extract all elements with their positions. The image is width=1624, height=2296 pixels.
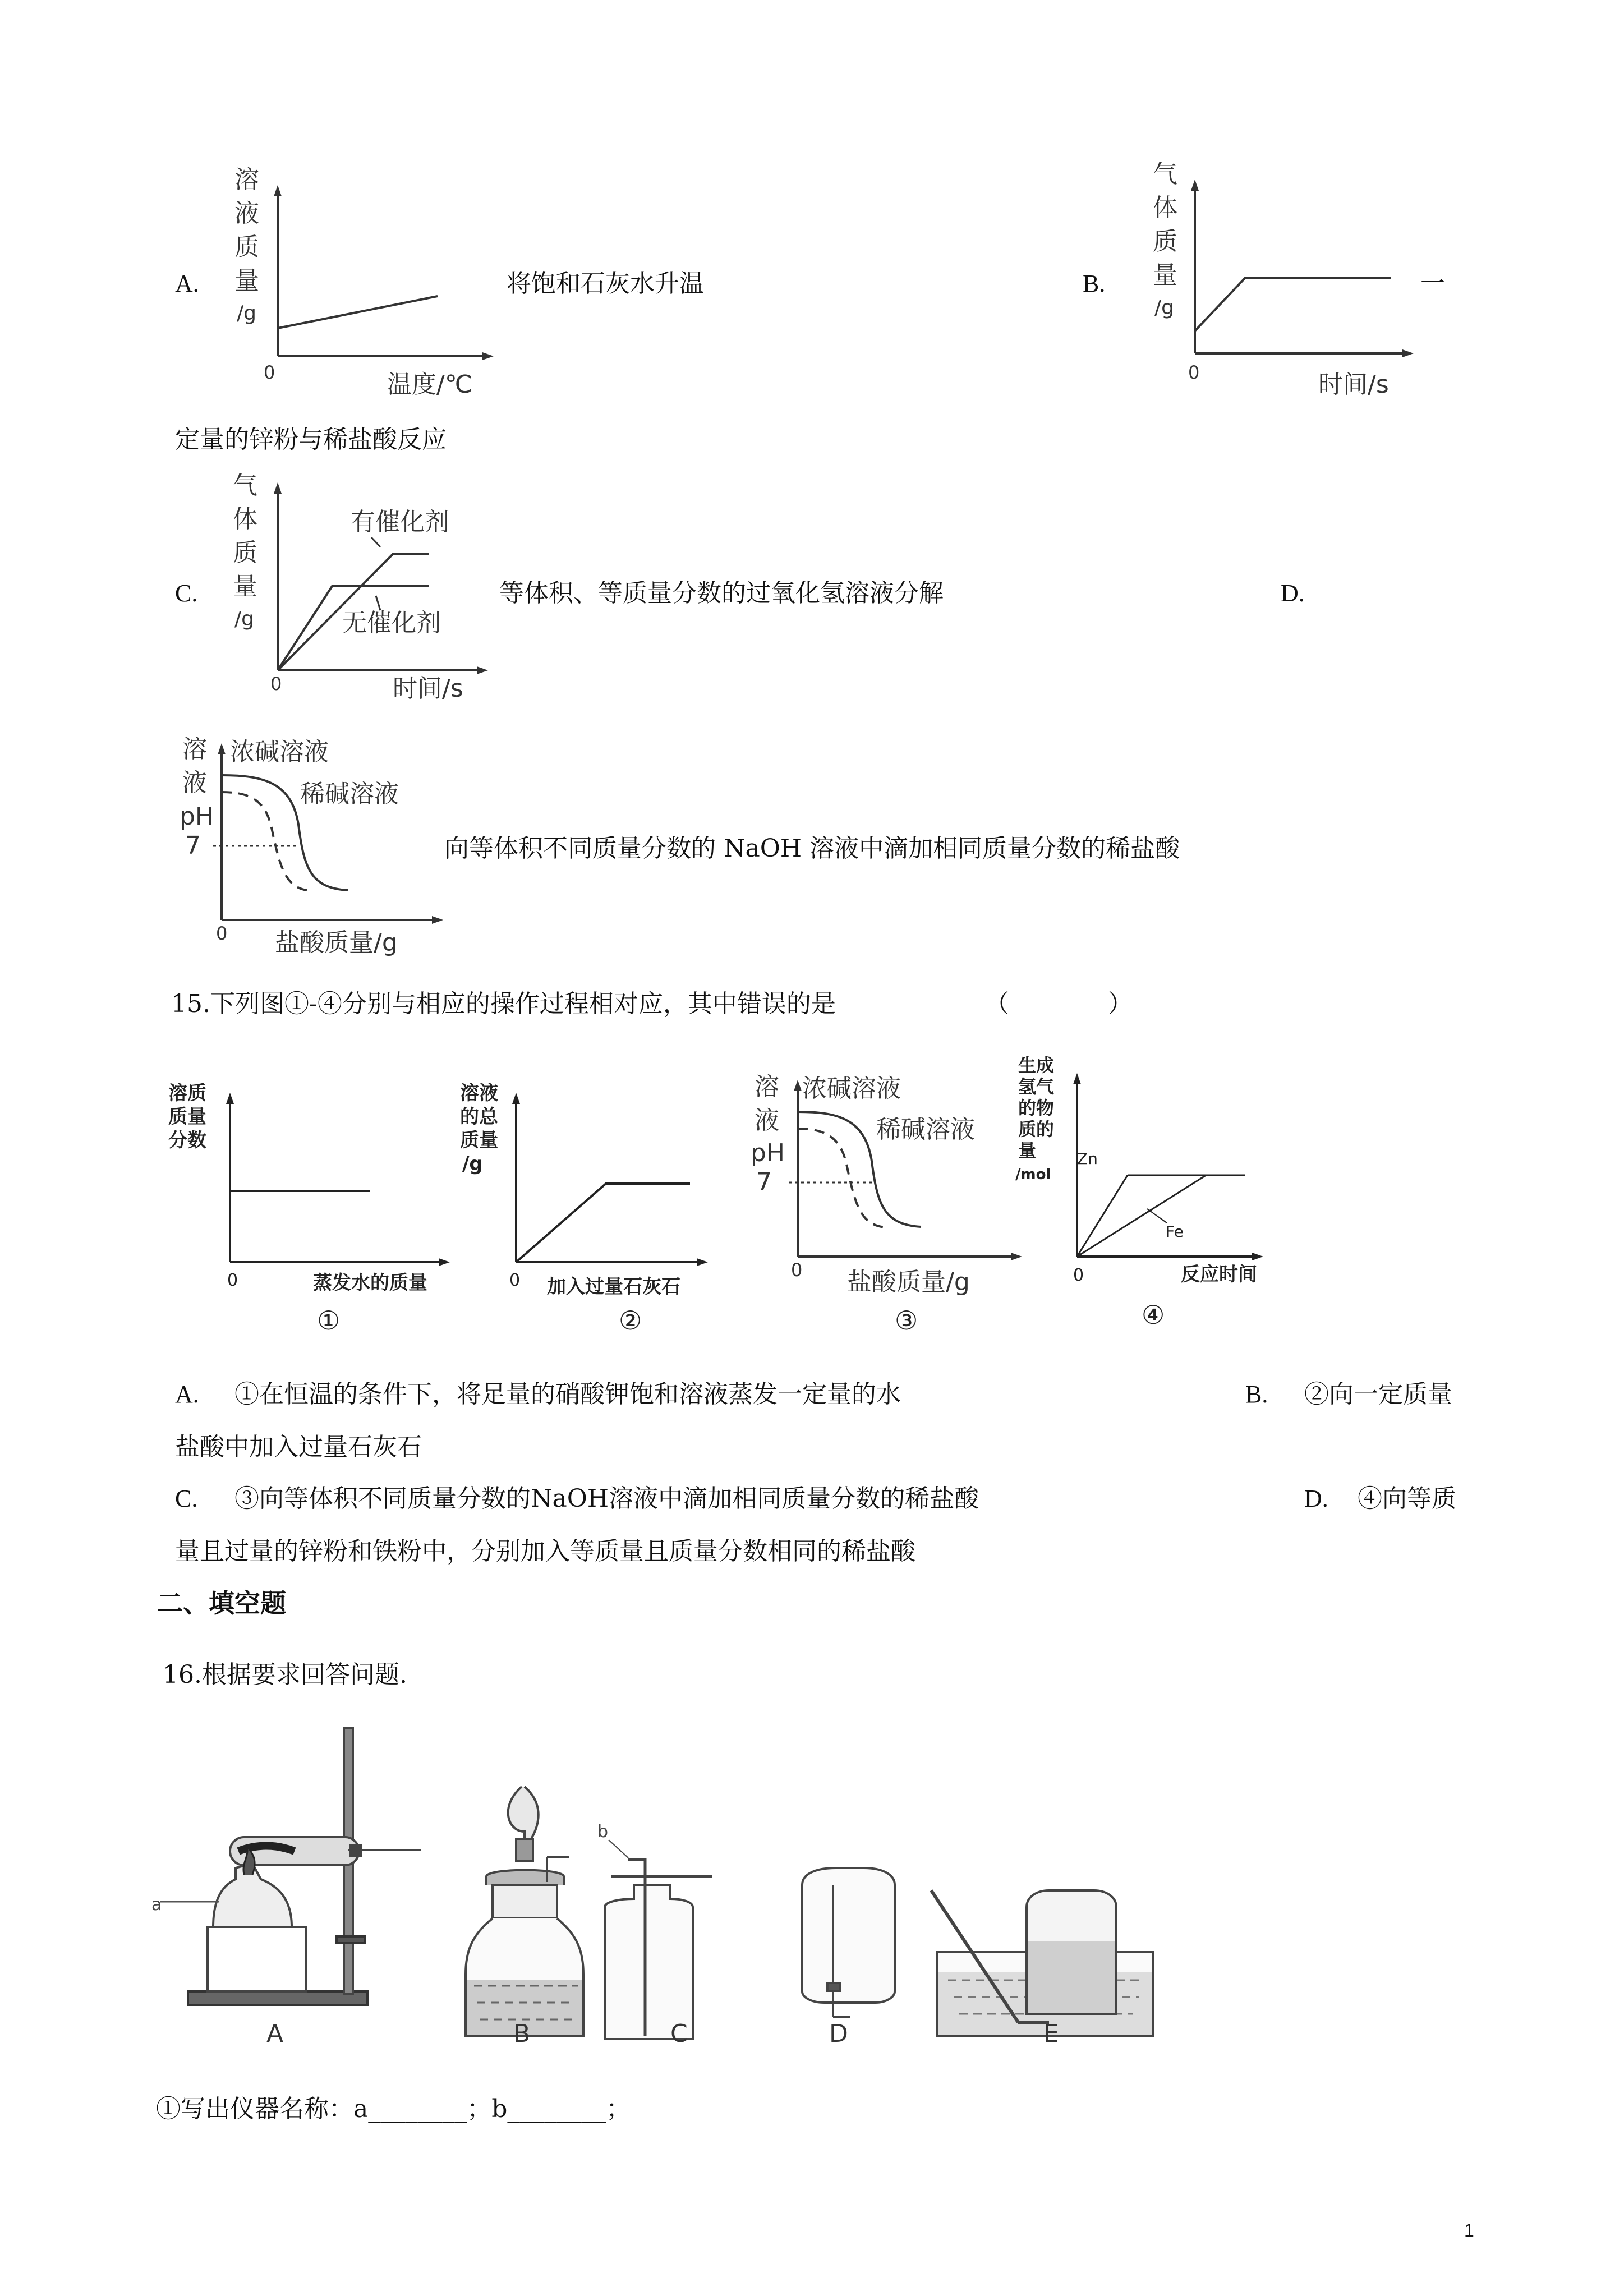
q15-option-a-label: A. [175,1381,199,1408]
q15-stem: 15.下列图①-④分别与相应的操作过程相对应，其中错误的是 [171,990,836,1018]
graph3-dilute-curve [798,1129,886,1227]
svg-text:量: 量 [1018,1140,1037,1161]
graph-c-y-label [233,471,257,631]
graph-a-y-label [234,165,259,325]
q14-option-c-label: C. [175,579,198,607]
graph-d-curve2-label: 稀碱溶液 [300,780,399,808]
graph1-x-label: 蒸发水的质量 [313,1272,427,1294]
svg-text:质: 质 [234,233,259,261]
q15-graph-3 [746,1066,1038,1346]
apparatus-e [931,1890,1153,2036]
svg-text:溶液: 溶液 [460,1082,498,1105]
graph-d-dilute-curve [222,792,311,891]
svg-text:的总: 的总 [460,1106,498,1128]
graph-b-x-label: 时间/s [1318,370,1389,399]
graph-c-x-label: 时间/s [393,674,463,703]
graph-c-curve2-label: 无催化剂 [342,609,441,637]
graph-c-curve1-label: 有催化剂 [351,508,449,536]
svg-text:质: 质 [1153,227,1177,256]
svg-text:溶: 溶 [182,735,207,763]
graph4-number: ④ [1142,1300,1165,1330]
q16-sub1: ①写出仪器名称：a________；b________； [156,2095,631,2123]
svg-text:7: 7 [185,831,201,860]
graph2-number: ② [619,1305,642,1336]
graph3-curve2-label: 稀碱溶液 [876,1115,975,1144]
svg-text:/g: /g [462,1153,483,1175]
graph1-origin: 0 [227,1271,238,1290]
q15-graph-4 [1010,1049,1290,1341]
svg-text:气: 气 [233,471,257,500]
graph3-y-label [751,1073,785,1197]
graph2-x-label: 加入过量石灰石 [547,1276,680,1298]
svg-text:生成: 生成 [1018,1055,1055,1076]
graph2-y-label [460,1082,499,1175]
svg-text:量: 量 [233,572,257,601]
graph3-x-label: 盐酸质量/g [847,1268,970,1296]
q15-option-a-text: ①在恒温的条件下，将足量的硝酸钾饱和溶液蒸发一定量的水 [234,1380,901,1409]
graph-d-y-label [180,735,214,860]
q14-option-b-label: B. [1083,270,1106,297]
svg-text:量: 量 [234,266,259,295]
graph-a-origin: 0 [264,362,275,383]
q14-option-d-label: D. [1281,579,1305,607]
apparatus-c [605,1840,712,2039]
graph4-curve1-label: Zn [1077,1149,1098,1168]
svg-text:液: 液 [234,199,259,228]
q15-option-d-label: D. [1304,1485,1328,1512]
q15-option-b-text-cont: 盐酸中加入过量石灰石 [175,1433,422,1461]
label-apparatus-e: E [1043,2019,1059,2048]
q14-option-d-text: 向等体积不同质量分数的 NaOH 溶液中滴加相同质量分数的稀盐酸 [444,834,1180,863]
svg-text:pH: pH [180,802,214,831]
graph3-origin: 0 [791,1259,803,1281]
graph-d-origin: 0 [216,923,228,944]
svg-text:溶: 溶 [234,165,259,194]
svg-text:/g: /g [237,302,256,325]
q14-graph-c [224,466,505,712]
svg-text:液: 液 [755,1106,779,1135]
label-apparatus-c: C [670,2019,688,2048]
q14-graph-b [1144,151,1436,404]
apparatus-a [160,1728,421,2005]
q14-option-b-text-end: 一 [1420,269,1445,298]
label-a: a [151,1895,162,1915]
q14-option-b-text-cont: 定量的锌粉与稀盐酸反应 [175,425,447,454]
svg-text:分数: 分数 [168,1129,206,1152]
graph1-number: ① [317,1305,341,1336]
svg-text:的物: 的物 [1018,1097,1055,1119]
graph3-number: ③ [895,1305,918,1336]
q14-graph-d [174,729,454,970]
graph-c-origin: 0 [270,673,282,694]
apparatus-b [466,1787,583,2036]
q15-option-c-label: C. [175,1485,198,1512]
graph1-y-label [168,1082,206,1152]
graph4-origin: 0 [1073,1266,1084,1285]
label-b: b [597,1822,609,1842]
svg-text:/g: /g [1154,296,1174,319]
label-apparatus-a: A [266,2019,284,2048]
q14-option-c-text: 等体积、等质量分数的过氧化氢溶液分解 [499,579,944,608]
q15-option-b-label: B. [1245,1381,1268,1408]
q15-option-d-text: ④向等质 [1358,1484,1456,1513]
page-number: 1 [1464,2220,1474,2240]
svg-text:溶: 溶 [755,1073,779,1101]
graph-b-origin: 0 [1188,362,1200,383]
graph-a-x-label: 温度/℃ [387,370,473,399]
svg-text:气: 气 [1153,160,1177,188]
graph4-x-label: 反应时间 [1181,1263,1257,1286]
graph3-curve1-label: 浓碱溶液 [802,1074,901,1103]
label-apparatus-b: B [513,2019,531,2048]
svg-text:质量: 质量 [460,1129,498,1152]
graph-d-curve1-label: 浓碱溶液 [230,738,329,766]
svg-text:pH: pH [751,1139,785,1167]
graph2-line [516,1184,690,1262]
svg-text:/mol: /mol [1015,1166,1051,1183]
graph4-y-label [1015,1055,1054,1183]
q15-option-b-text: ②向一定质量 [1304,1380,1452,1409]
q14-option-a-text: 将饱和石灰水升温 [507,269,704,298]
svg-text:质量: 质量 [168,1106,206,1128]
q16-apparatus-figure [151,1717,1161,2053]
svg-text:量: 量 [1153,261,1177,289]
section-2-title: 二、填空题 [157,1588,286,1618]
svg-text:质: 质 [233,539,257,567]
svg-text:溶质: 溶质 [168,1082,206,1105]
q15-graph-1 [163,1077,466,1346]
graph-d-x-label: 盐酸质量/g [275,928,398,957]
graph2-origin: 0 [509,1271,521,1290]
apparatus-d [802,1868,895,2017]
svg-text:/g: /g [234,608,254,631]
q15-option-c-text: ③向等体积不同质量分数的NaOH溶液中滴加相同质量分数的稀盐酸 [234,1484,979,1513]
svg-text:体: 体 [1153,194,1177,222]
graph-b-line [1195,278,1391,331]
graph-b-y-label [1153,160,1177,319]
svg-text:质的: 质的 [1018,1119,1055,1140]
q14-graph-a [224,157,505,404]
svg-text:7: 7 [756,1168,772,1197]
label-apparatus-d: D [829,2019,848,2048]
svg-text:体: 体 [233,505,257,533]
graph4-fe-line [1077,1175,1206,1257]
q15-graph-2 [454,1077,735,1346]
q14-option-a-label: A. [175,270,199,297]
q15-answer-paren: （ ） [984,990,1133,1018]
graph-a-line [278,296,438,328]
graph4-zn-line [1077,1175,1128,1257]
q15-option-d-text-cont: 量且过量的锌粉和铁粉中，分别加入等质量且质量分数相同的稀盐酸 [175,1537,915,1566]
svg-text:氢气: 氢气 [1018,1076,1055,1097]
q16-stem: 16.根据要求回答问题. [163,1660,407,1689]
graph4-curve2-label: Fe [1166,1222,1184,1241]
svg-text:液: 液 [182,769,207,797]
